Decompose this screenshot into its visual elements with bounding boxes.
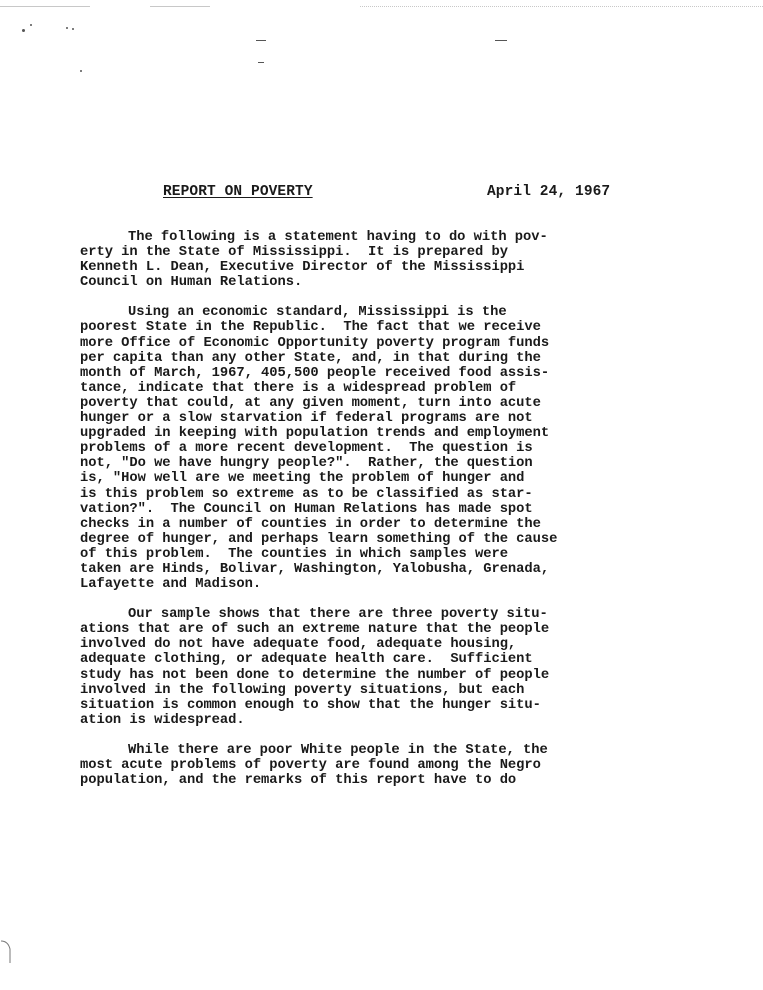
text-line: more Office of Economic Opportunity poverty program funds xyxy=(80,335,550,351)
text-line: situation is common enough to show that the hunger situ- xyxy=(80,697,541,713)
text-line: involved do not have adequate food, adequate housing, xyxy=(80,637,517,653)
scan-speck xyxy=(22,29,25,32)
paragraph-intro xyxy=(80,230,640,290)
scan-speck xyxy=(256,40,266,41)
paragraph-sample-results xyxy=(80,607,640,728)
corner-scan-mark xyxy=(0,935,14,965)
text-line: tance, indicate that there is a widespread problem of xyxy=(80,380,517,396)
text-line: Kenneth L. Dean, Executive Director of the Mississippi xyxy=(80,260,525,276)
scan-artifact-line xyxy=(0,6,90,7)
text-line: vation?". The Council on Human Relations has made spot xyxy=(80,501,533,517)
text-line: poorest State in the Republic. The fact that we receive xyxy=(80,320,541,336)
scan-speck xyxy=(72,28,74,30)
paragraph-economic-standard xyxy=(80,305,640,592)
text-line: poverty that could, at any given moment, turn into acute xyxy=(80,395,541,411)
text-line: ations that are of such an extreme nature that the people xyxy=(80,622,550,638)
text-line: is, "How well are we meeting the problem of hunger and xyxy=(80,471,525,487)
text-line: Our sample shows that there are three poverty situ- xyxy=(128,607,548,623)
report-date: April 24, 1967 xyxy=(487,184,611,200)
text-line: ation is widespread. xyxy=(80,712,245,728)
scan-artifact-line xyxy=(360,6,763,7)
scan-speck xyxy=(258,62,264,63)
paragraph-population xyxy=(80,743,640,788)
text-line: The following is a statement having to do with pov- xyxy=(128,230,548,245)
scan-artifact-line xyxy=(150,6,210,7)
report-title: REPORT ON POVERTY xyxy=(163,184,313,200)
text-line: population, and the remarks of this report have to do xyxy=(80,773,517,789)
text-line: problems of a more recent development. The question is xyxy=(80,441,533,457)
text-line: of this problem. The counties in which samples were xyxy=(80,546,508,562)
text-line: Lafayette and Madison. xyxy=(80,577,262,593)
text-line: upgraded in keeping with population trends and employment xyxy=(80,426,550,442)
text-line: degree of hunger, and perhaps learn something of the cause xyxy=(80,531,558,547)
text-line: hunger or a slow starvation if federal programs are not xyxy=(80,411,533,427)
text-line: per capita than any other State, and, in that during the xyxy=(80,350,541,366)
text-line: Council on Human Relations. xyxy=(80,275,303,291)
text-line: Using an economic standard, Mississippi is the xyxy=(128,305,507,321)
text-line: is this problem so extreme as to be classified as star- xyxy=(80,486,533,502)
text-line: study has not been done to determine the number of people xyxy=(80,667,550,683)
text-line: taken are Hinds, Bolivar, Washington, Yalobusha, Grenada, xyxy=(80,561,550,577)
scan-speck xyxy=(30,24,32,26)
scan-speck xyxy=(495,40,507,41)
text-line: month of March, 1967, 405,500 people received food assis- xyxy=(80,365,550,381)
text-line: While there are poor White people in the State, the xyxy=(128,742,548,758)
text-line: checks in a number of counties in order to determine the xyxy=(80,516,541,532)
scan-speck xyxy=(66,27,68,29)
scan-speck xyxy=(80,70,82,72)
text-line: most acute problems of poverty are found among the Negro xyxy=(80,758,541,773)
report-body xyxy=(80,230,640,803)
text-line: erty in the State of Mississippi. It is prepared by xyxy=(80,245,508,261)
text-line: adequate clothing, or adequate health care. Sufficient xyxy=(80,652,533,668)
text-line: involved in the following poverty situations, but each xyxy=(80,682,525,698)
text-line: not, "Do we have hungry people?". Rather, the question xyxy=(80,456,533,472)
